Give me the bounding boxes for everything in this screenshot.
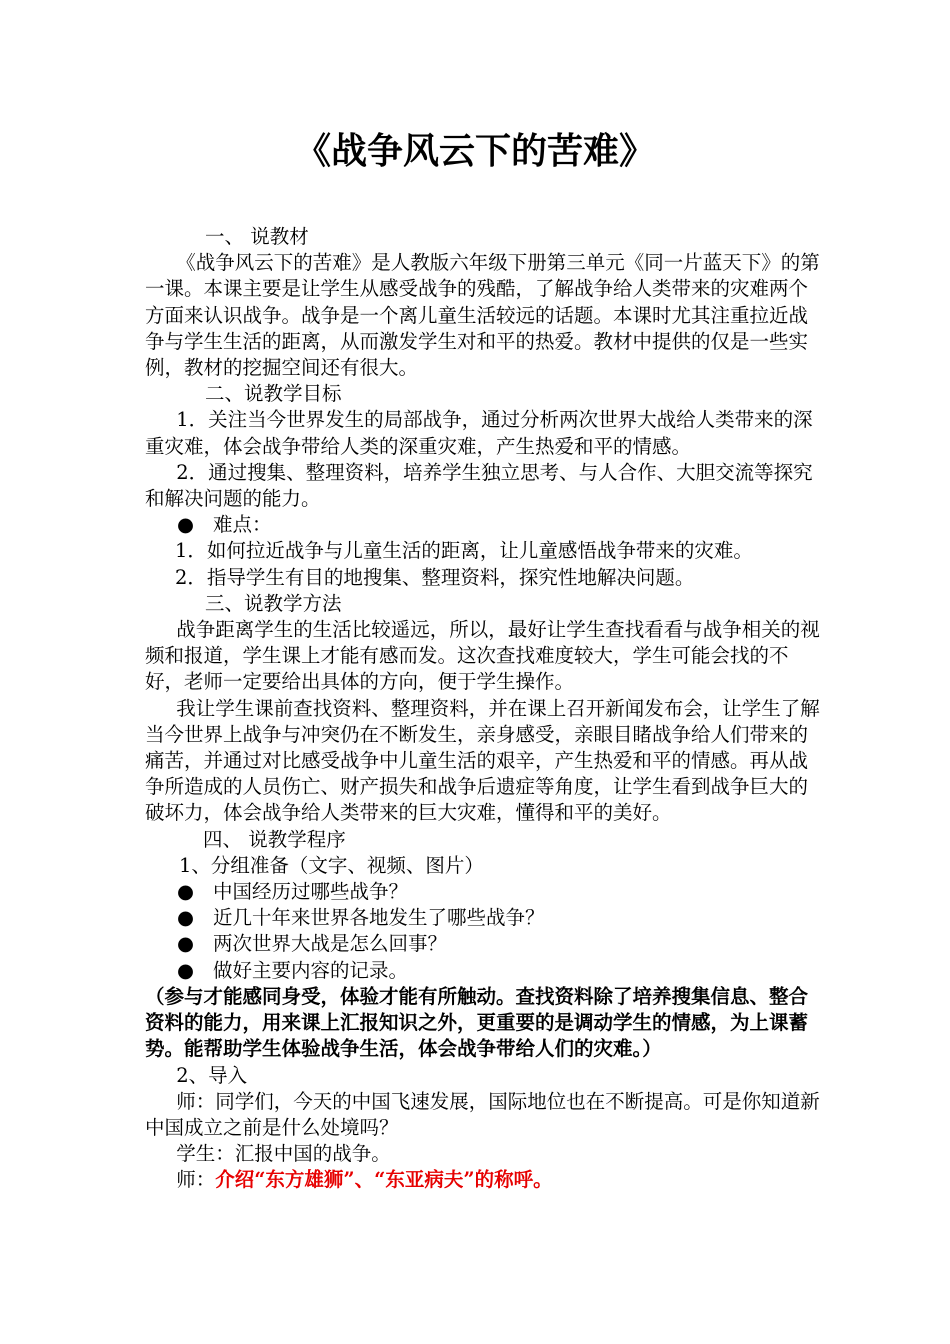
question-item [145, 958, 825, 984]
question-item [145, 879, 825, 905]
procedure-step-1: 1、分组准备（文字、视频、图片） [179, 853, 484, 877]
document-title: 《战争风云下的苦难》 [294, 131, 655, 172]
question-item [145, 931, 825, 957]
procedure-step-2: 2、导入 [176, 1063, 248, 1087]
bullet-icon: ● [177, 880, 195, 904]
bullet-icon: ● [177, 906, 195, 930]
student-dialogue-1: 学生：汇报中国的战争。 [176, 1142, 391, 1166]
red-highlight-text: 介绍“东方雄狮”、“东亚病夫”的称呼。 [215, 1168, 553, 1192]
section-heading-teaching-methods: 三、说教学方法 [205, 591, 342, 615]
question-text: 近几十年来世界各地发生了哪些战争？ [213, 906, 545, 930]
difficulty-item-1: 1．如何拉近战争与儿童生活的距离，让儿童感悟战争带来的灾难。 [175, 539, 753, 563]
bullet-icon: ● [177, 958, 195, 982]
teaching-goal-1: 1．关注当今世界发生的局部战争，通过分析两次世界大战给人类带来的深重灾难，体会战争带给人类的深重灾难，产生热爱和平的情感。 [145, 408, 813, 458]
bold-note: （参与才能感同身受，体验才能有所触动。查找资料除了培养搜集信息、整合资料的能力，用来课上汇报知识之外，更重要的是调动学生的情感，为上课蓄势。能帮助学生体验战争生活，体会战争带给人们的灾难。） [145, 984, 809, 1061]
section-heading-teaching-material: 一、 说教材 [205, 225, 309, 248]
section-heading-teaching-procedure: 四、 说教学程序 [203, 827, 346, 851]
question-text: 两次世界大战是怎么回事？ [213, 932, 448, 956]
teaching-methods-paragraph-2: 我让学生课前查找资料、整理资料，并在课上召开新闻发布会，让学生了解当今世界上战争与冲突仍在不断发生，亲身感受，亲眼目睹战争给人们带来的痛苦，并通过对比感受战争中儿童生活的艰辛，产生热爱和平的情感。再从战争所造成的人员伤亡、财产损失和战争后遗症等角度，让学生看到战争巨大的破坏力，体会战争给人类带来的巨大灾难，懂得和平的美好。 [145, 696, 820, 825]
teacher-dialogue-2 [145, 1167, 825, 1193]
teaching-methods-paragraph-1: 战争距离学生的生活比较遥远，所以，最好让学生查找看看与战争相关的视频和报道，学生课上才能有感而发。这次查找难度较大，学生可能会找的不好，老师一定要给出具体的方向，便于学生操作。 [145, 618, 820, 694]
teaching-goal-2: 2．通过搜集、整理资料，培养学生独立思考、与人合作、大胆交流等探究和解决问题的能力。 [145, 460, 813, 511]
question-item [145, 905, 825, 931]
difficulty-item-2: 2．指导学生有目的地搜集、整理资料，探究性地解决问题。 [175, 565, 695, 589]
difficulty-label: 难点： [213, 513, 272, 537]
section-heading-teaching-goals: 二、说教学目标 [205, 382, 342, 406]
teaching-material-paragraph: 《战争风云下的苦难》是人教版六年级下册第三单元《同一片蓝天下》的第一课。本课主要是让学生从感受战争的残酷，了解战争给人类带来的灾难两个方面来认识战争。战争是一个离儿童生活较远的话题。本课时尤其注重拉近战争与学生生活的距离，从而激发学生对和平的热爱。教材中提供的仅是一些实例，教材的挖掘空间还有很大。 [145, 251, 820, 380]
difficulty-bullet [145, 512, 825, 538]
bullet-icon: ● [177, 932, 195, 956]
teacher-prefix: 师： [176, 1168, 216, 1192]
question-text: 中国经历过哪些战争？ [213, 880, 409, 904]
document-body [145, 224, 825, 1194]
bullet-icon: ● [177, 513, 195, 537]
question-text: 做好主要内容的记录。 [213, 958, 409, 982]
teacher-dialogue-1: 师：同学们，今天的中国飞速发展，国际地位也在不断提高。可是你知道新中国成立之前是什么处境吗？ [145, 1089, 820, 1139]
